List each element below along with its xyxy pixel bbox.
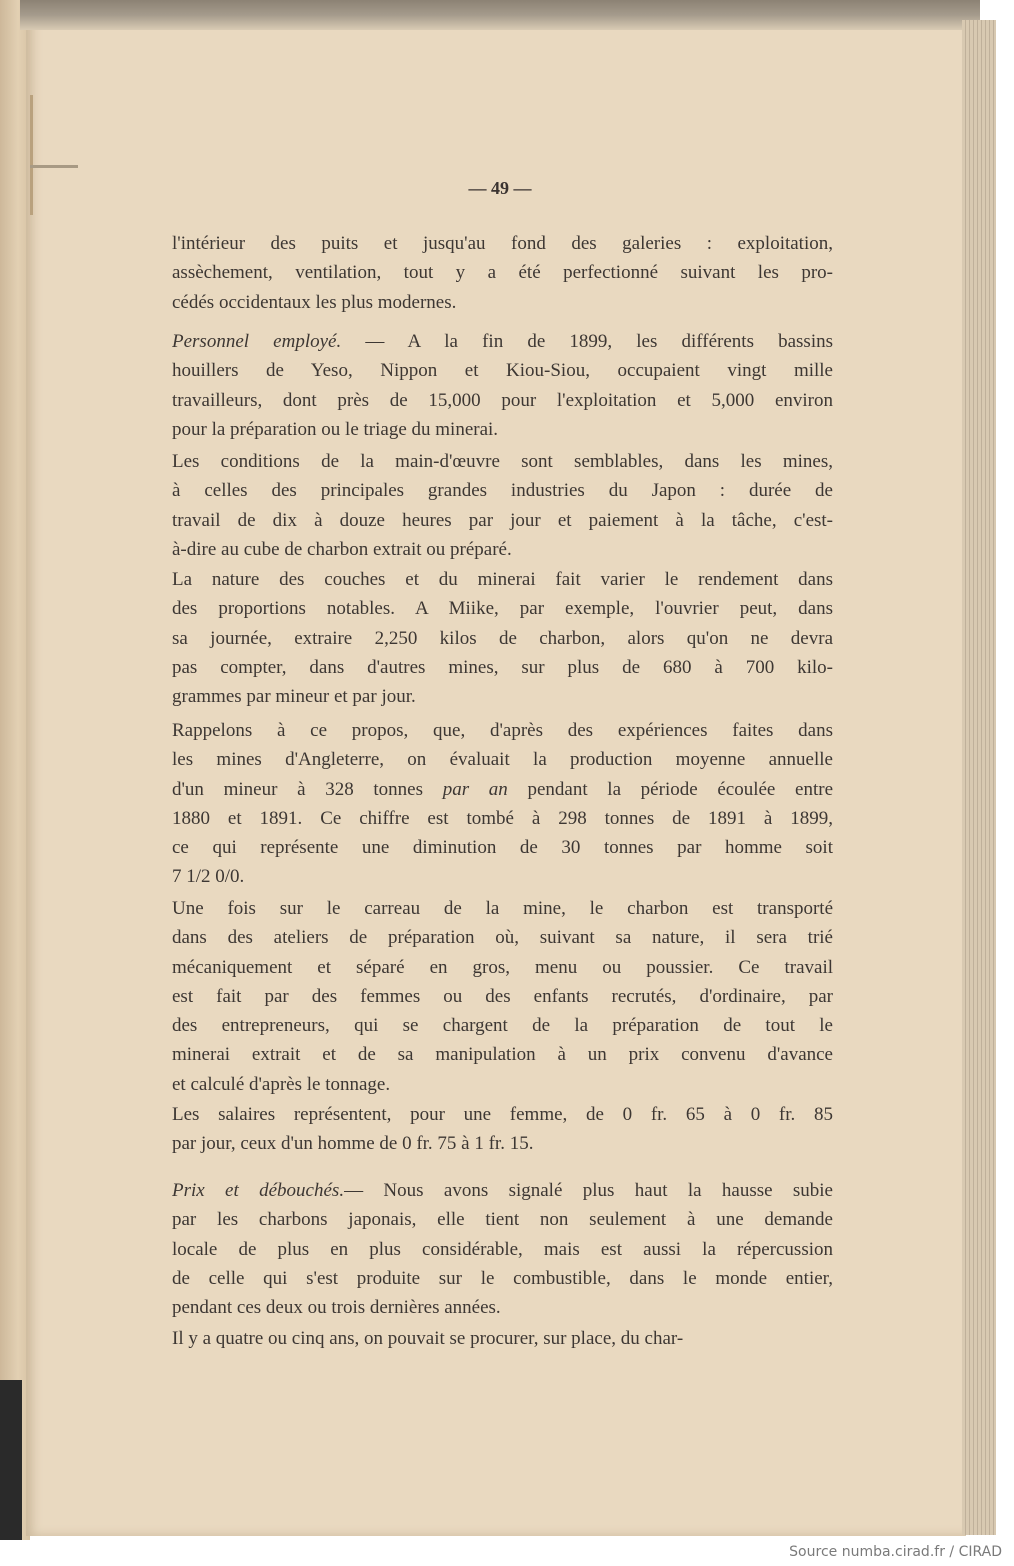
italic-heading: Prix et débouchés. [172,1180,345,1201]
paragraph [172,447,833,564]
text-line [172,1100,833,1129]
text-line [172,894,833,923]
line-text: les mines d'Angleterre, on évaluait la production moyenne annuelle [172,749,833,771]
text-line [172,229,833,258]
text-line [172,745,833,774]
italic-heading: par an [442,778,508,800]
line-text: — A la fin de 1899, les différents bassins [341,331,833,352]
line-text: mécaniquement et séparé en gros, menu ou poussier. Ce travail [172,956,833,978]
paragraph [172,229,833,317]
line-text: Il y a quatre ou cinq ans, on pouvait se procurer, sur place, du char- [172,1328,684,1349]
line-text: d'un mineur à 328 tonnes [172,778,443,800]
source-credit: Source numba.cirad.fr / CIRAD [789,1544,1002,1560]
text-line [172,415,833,444]
text-line [172,327,833,356]
text-line [172,1129,833,1158]
line-text: Rappelons à ce propos, que, d'après des expériences faites dans [172,720,833,741]
text-line [172,1011,833,1040]
text-line [172,565,833,594]
text-line [172,258,833,287]
text-line [172,804,833,833]
line-text: des entrepreneurs, qui se chargent de la préparation de tout le [172,1015,833,1037]
text-line [172,506,833,535]
paragraph [172,327,833,444]
paragraph [172,565,833,711]
text-line [172,1205,833,1234]
paragraph [172,1324,833,1353]
line-text: est fait par des femmes ou des enfants recrutés, d'ordinaire, par [172,985,833,1007]
text-line [172,447,833,476]
line-text: La nature des couches et du minerai fait varier le rendement dans [172,569,833,590]
line-text: houillers de Yeso, Nippon et Kiou-Siou, occupaient vingt mille [172,360,833,382]
paragraph [172,894,833,1099]
paragraph [172,1100,833,1159]
page-top-edge [20,0,980,30]
line-text: pas compter, dans d'autres mines, sur plus de 680 à 700 kilo- [172,656,833,678]
line-text: sa journée, extraire 2,250 kilos de charbon, alors qu'on ne devra [172,627,833,649]
line-text: 1880 et 1891. Ce chiffre est tombé à 298 tonnes de 1891 à 1899, [172,807,833,829]
line-text: travailleurs, dont près de 15,000 pour l'exploitation et 5,000 environ [172,389,833,411]
italic-heading: Personnel employé. [172,331,342,352]
text-line [172,775,833,804]
line-text: et calculé d'après le tonnage. [172,1073,391,1095]
text-line [172,833,833,862]
paragraph [172,716,833,892]
line-text: pendant ces deux ou trois dernières années. [172,1297,501,1319]
text-line [172,288,833,317]
line-text: à-dire au cube de charbon extrait ou préparé. [172,538,512,560]
binding-thread [30,95,33,215]
text-line [172,923,833,952]
line-text: Les salaires représentent, pour une femme, de 0 fr. 65 à 0 fr. 85 [172,1104,833,1125]
text-line [172,653,833,682]
line-text: Une fois sur le carreau de la mine, le charbon est transporté [172,898,833,919]
text-line [172,982,833,1011]
page-number: — 49 — [468,178,532,198]
text-line [172,1324,833,1353]
text-line [172,862,833,891]
text-line [172,1235,833,1264]
line-text: assèchement, ventilation, tout y a été perfectionné suivant les pro- [172,262,833,284]
line-text: travail de dix à douze heures par jour et paiement à la tâche, c'est- [172,509,833,531]
binding-edge [0,1380,22,1540]
paragraph [172,1176,833,1322]
text-line [172,1070,833,1099]
line-text: des proportions notables. A Miike, par exemple, l'ouvrier peut, dans [172,598,833,620]
line-text: dans des ateliers de préparation où, suivant sa nature, il sera trié [172,927,833,949]
line-text: de celle qui s'est produite sur le combustible, dans le monde entier, [172,1267,833,1289]
line-text: ce qui représente une diminution de 30 tonnes par homme soit [172,837,833,859]
line-text: à celles des principales grandes industries du Japon : durée de [172,480,833,502]
text-line [172,953,833,982]
line-text: — Nous avons signalé plus haut la hausse subie [344,1180,833,1201]
line-text: pour la préparation ou le triage du minerai. [172,418,499,440]
line-text: pendant la période écoulée entre [507,778,833,800]
line-text: minerai extrait et de sa manipulation à un prix convenu d'avance [172,1044,833,1066]
binding-thread-loose [30,165,78,168]
text-line [172,356,833,385]
line-text: 7 1/2 0/0. [172,866,245,888]
line-text: cédés occidentaux les plus modernes. [172,291,457,313]
line-text: l'intérieur des puits et jusqu'au fond des galeries : exploitation, [172,233,833,254]
line-text: par les charbons japonais, elle tient non seulement à une demande [172,1209,833,1231]
line-text: Les conditions de la main-d'œuvre sont semblables, dans les mines, [172,451,833,472]
line-text: locale de plus en plus considérable, mais est aussi la répercussion [172,1238,833,1260]
text-line [172,1264,833,1293]
text-line [172,1176,833,1205]
text-line [172,1040,833,1069]
text-line [172,476,833,505]
text-line [172,682,833,711]
page-stack-edges [962,20,996,1535]
line-text: grammes par mineur et par jour. [172,686,416,708]
line-text: par jour, ceux d'un homme de 0 fr. 75 à 1 fr. 15. [172,1133,534,1155]
text-line [172,1293,833,1322]
text-line [172,624,833,653]
text-line [172,386,833,415]
text-line [172,594,833,623]
text-line [172,535,833,564]
text-line [172,716,833,745]
